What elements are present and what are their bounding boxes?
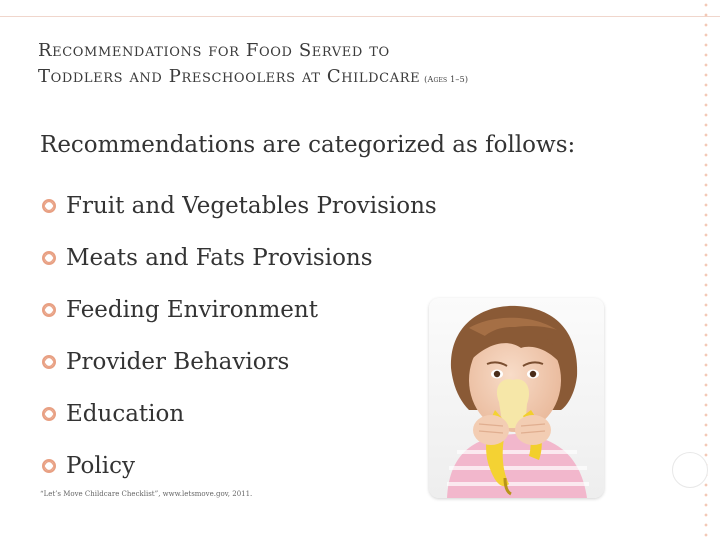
recommendation-list	[40, 180, 437, 492]
source-citation: “Let’s Move Childcare Checklist”, www.letsmove.gov, 2011.	[40, 490, 253, 498]
list-item-label: Policy	[66, 453, 135, 479]
ornament-bullet-icon	[40, 405, 58, 423]
list-item	[40, 388, 437, 440]
list-item-label: Education	[66, 401, 185, 427]
title-line-2-text: Toddlers and Preschoolers at Childcare	[38, 66, 421, 87]
child-eating-banana-photo	[429, 298, 604, 498]
title-line-2	[38, 64, 678, 93]
top-divider	[0, 16, 720, 17]
ornament-bullet-icon	[40, 353, 58, 371]
list-item	[40, 336, 437, 388]
title-ages: (Ages 1–5)	[424, 75, 469, 84]
list-item-label: Meats and Fats Provisions	[66, 245, 373, 271]
ornament-bullet-icon	[40, 301, 58, 319]
list-item-label: Feeding Environment	[66, 297, 318, 323]
ornament-bullet-icon	[40, 249, 58, 267]
list-item	[40, 440, 437, 492]
list-item-label: Fruit and Vegetables Provisions	[66, 193, 437, 219]
list-item	[40, 180, 437, 232]
list-item-label: Provider Behaviors	[66, 349, 290, 375]
slide-title	[38, 38, 678, 93]
corner-circle-decoration	[672, 452, 708, 488]
ornament-bullet-icon	[40, 197, 58, 215]
title-line-1: Recommendations for Food Served to	[38, 40, 390, 61]
list-item	[40, 232, 437, 284]
list-item	[40, 284, 437, 336]
intro-text: Recommendations are categorized as follows:	[40, 132, 576, 158]
ornament-bullet-icon	[40, 457, 58, 475]
